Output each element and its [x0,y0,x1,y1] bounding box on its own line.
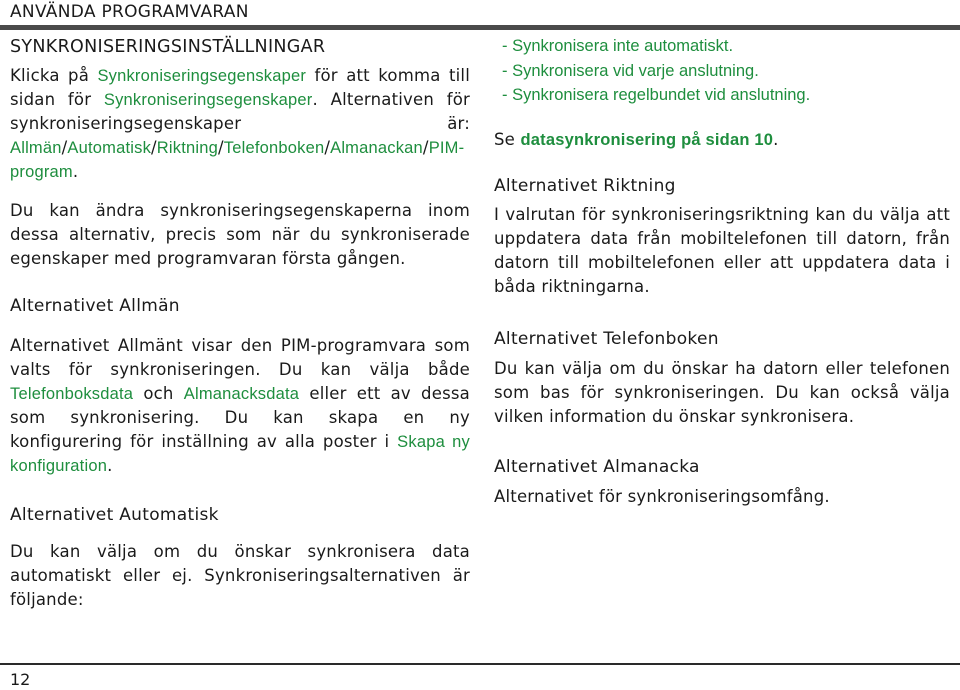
sep-3: / [218,138,224,157]
list-item: - Synkronisera vid varje anslutning. [502,61,759,80]
sep-5: / [422,138,429,157]
header-rule [0,25,960,30]
list-item: - Synkronisera regelbundet vid anslutning. [502,86,811,104]
link-datasynkronisering[interactable]: datasynkronisering på sidan 10 [520,130,774,149]
link-almanacksdata[interactable]: Almanacksdata [183,385,300,403]
telefonboken-paragraph: Du kan välja om du önskar ha datorn eller telefonen som bas för synkroniseringen. Du kan också välja vilken information du önskar synkronisera. [494,358,950,426]
intro-paragraph [10,64,470,184]
sync-options-list [494,34,950,108]
link-skapa-ny-konfiguration[interactable]: Skapa ny konfiguration [10,433,470,475]
sep-2: / [151,138,157,157]
link-synk-egenskaper[interactable]: Synkroniseringsegenskaper [97,67,307,85]
link-telefonboksdata[interactable]: Telefonboksdata [10,385,134,403]
section-header: ANVÄNDA PROGRAMVARAN [10,2,249,22]
intro-text-1: Klicka på [10,66,98,85]
change-paragraph: Du kan ändra synkroniseringsegenskaperna inom dessa alternativ, precis som när du synkroniserade egenskaper med programvaran första gången. [10,201,470,268]
right-column [494,34,950,509]
see-suffix: . [773,129,779,149]
link-riktning[interactable]: Riktning [156,139,219,157]
footer-rule [0,663,960,665]
sep-4: / [324,138,331,157]
automatisk-paragraph: Du kan välja om du önskar synkronisera data automatiskt eller ej. Synkroniseringsalternativen är följande: [10,542,470,609]
see-prefix: Se [494,129,521,149]
heading-almanacka: Alternativet Almanacka [494,456,700,477]
link-pim-program[interactable]: PIM-program [10,139,465,181]
left-column [10,34,470,612]
heading-riktning: Alternativet Riktning [494,175,676,196]
allman-text-3: eller ett av dessa som synkronisering. Du kan skapa en ny konfigurering för inställning av alla poster i [10,384,470,451]
riktning-paragraph: I valrutan för synkroniseringsriktning kan du välja att uppdatera data från mobiltelefonen till datorn, från datorn till mobiltelefonen eller att uppdatera data i båda riktningarna. [494,204,950,296]
almanacka-paragraph: Alternativet för synkroniseringsomfång. [494,486,830,506]
intro-text-3: . Alternativen för synkroniseringsegenskaper är: [10,90,470,133]
heading-allman: Alternativet Allmän [10,296,180,316]
allman-text-1: Alternativet Allmänt visar den PIM-programvara som valts för synkroniseringen. Du kan välja både [10,336,470,379]
page-number: 12 [10,670,31,689]
link-automatisk[interactable]: Automatisk [67,139,152,157]
intro-text-2: för att komma till sidan för [10,66,471,109]
allman-text-2: och [133,384,184,403]
link-synk-egenskaper-page[interactable]: Synkroniseringsegenskaper [103,91,313,109]
intro-text-4: . [72,162,79,181]
allman-paragraph [10,334,470,478]
see-paragraph [494,128,950,152]
link-allman[interactable]: Allmän [10,139,62,157]
page-title: SYNKRONISERINGSINSTÄLLNINGAR [10,37,326,57]
link-almanackan[interactable]: Almanackan [330,139,423,157]
sep-1: / [61,138,68,157]
list-item: - Synkronisera inte automatiskt. [502,37,734,55]
heading-telefonboken: Alternativet Telefonboken [494,328,719,349]
link-telefonboken[interactable]: Telefonboken [223,139,325,157]
allman-text-4: . [107,456,113,475]
heading-automatisk: Alternativet Automatisk [10,505,219,525]
